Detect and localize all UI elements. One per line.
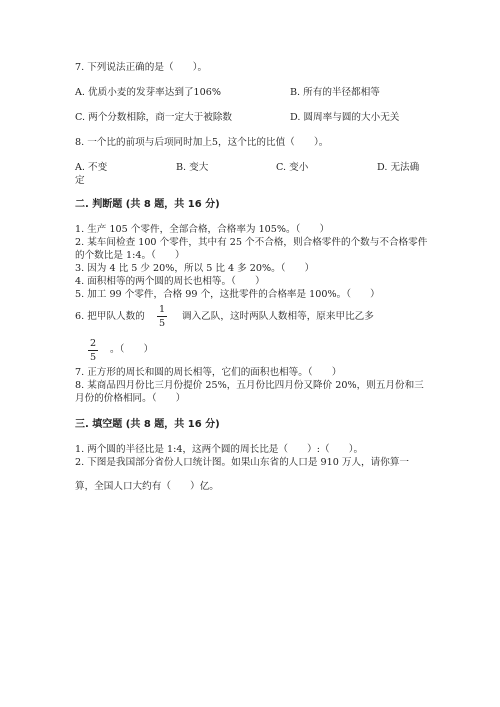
s2-item-8-cont: 月份的价格相同。（ ） [75, 393, 186, 404]
s2-item-1: 1. 生产 105 个零件，全部合格，合格率为 105%。（ ） [75, 224, 330, 235]
s2-item-4: 4. 面积相等的两个圆的周长也相等。（ ） [75, 276, 265, 287]
fraction-one-fifth [155, 304, 169, 329]
q8-option-b[interactable]: B. 变大 [176, 162, 209, 173]
s2-item-5: 5. 加工 99 个零件，合格 99 个，这批零件的合格率是 100%。（ ） [75, 289, 380, 300]
q8-stem: 8. 一个比的前项与后项同时加上5，这个比的比值（ ）。 [75, 137, 329, 148]
q7-option-d[interactable]: D. 圆周率与圆的大小无关 [290, 112, 400, 123]
s2-item-3: 3. 因为 4 比 5 少 20%，所以 5 比 4 多 20%。（ ） [75, 263, 315, 274]
s3-item-2: 2. 下图是我国部分省份人口统计图。如果山东省的人口是 910 万人，请你算一 [75, 457, 410, 468]
s2-item-6-suffix: 调入乙队，这时两队人数相等，原来甲比乙多 [182, 311, 374, 322]
s2-item-8: 8. 某商品四月份比三月份提价 25%，五月份比四月份又降价 20%，则五月份和三 [75, 380, 424, 391]
fraction-two-fifths [86, 338, 100, 363]
q7-option-c[interactable]: C. 两个分数相除，商一定大于被除数 [75, 112, 233, 123]
s2-item-2: 2. 某车间检查 100 个零件，其中有 25 个不合格，则合格零件的个数与不合格零件 [75, 237, 428, 248]
section3-heading: 三. 填空题 (共 8 题，共 16 分) [75, 419, 220, 430]
q8-option-d[interactable]: D. 无法确 [377, 162, 420, 173]
s2-item-7: 7. 正方形的周长和圆的周长相等，它们的面积也相等。（ ） [75, 367, 342, 378]
fraction-bar [157, 316, 167, 317]
fraction-numerator: 1 [158, 304, 166, 315]
q8-option-c[interactable]: C. 变小 [276, 162, 309, 173]
section2-heading: 二. 判断题 (共 8 题，共 16 分) [75, 199, 220, 210]
s3-item-1: 1. 两个圆的半径比是 1:4，这两个圆的周长比是（ ）:（ ）。 [75, 444, 364, 455]
s3-item-2-cont: 算，全国人口大约有（ ）亿。 [75, 481, 219, 492]
q8-option-d-wrap: 定 [75, 175, 85, 186]
s2-item-6-tail: 。（ ） [110, 344, 154, 355]
s2-item-6-prefix: 6. 把甲队人数的 [75, 311, 145, 322]
q7-stem: 7. 下列说法正确的是（ ）。 [75, 62, 208, 73]
q8-option-a[interactable]: A. 不变 [75, 162, 108, 173]
s2-item-2-cont: 的个数比是 1:4。（ ） [75, 250, 185, 261]
fraction-bar [88, 350, 98, 351]
q7-option-b[interactable]: B. 所有的半径都相等 [290, 87, 380, 98]
q7-option-a[interactable]: A. 优质小麦的发芽率达到了106% [75, 87, 221, 98]
fraction-denominator: 5 [89, 352, 97, 363]
fraction-denominator: 5 [158, 318, 166, 329]
fraction-numerator: 2 [89, 338, 97, 349]
